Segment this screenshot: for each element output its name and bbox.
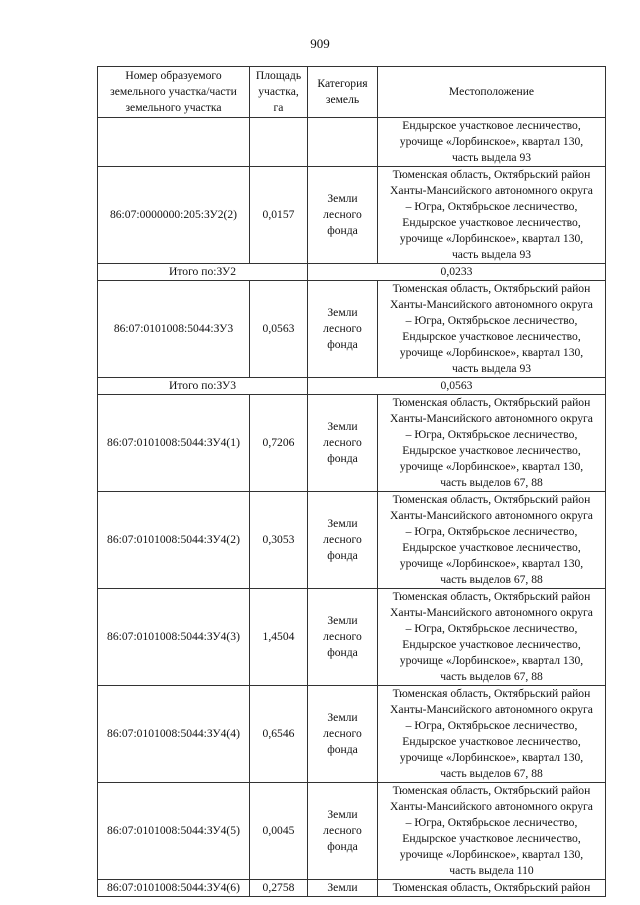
cell-plot-number: 86:07:0101008:5044:ЗУ4(3) bbox=[98, 589, 250, 686]
header-plot-number: Номер образуемого земельного участка/части земельного участка bbox=[98, 67, 250, 118]
total-label: Итого по:ЗУ2 bbox=[98, 264, 308, 281]
cell-plot-number bbox=[98, 118, 250, 167]
header-category: Категория земель bbox=[308, 67, 378, 118]
table-row bbox=[98, 492, 606, 589]
table-row bbox=[98, 589, 606, 686]
total-value: 0,0563 bbox=[308, 378, 606, 395]
total-row bbox=[98, 264, 606, 281]
page-number: 909 bbox=[310, 36, 330, 51]
table-row bbox=[98, 783, 606, 880]
cell-category: Земли лесного фонда bbox=[308, 395, 378, 492]
table-header-row bbox=[98, 67, 606, 118]
cell-location: Ендырское участковое лесничество, урочище «Лорбинское», квартал 130, часть выдела 93 bbox=[378, 118, 606, 167]
cell-location: Тюменская область, Октябрьский район Ханты-Мансийского автономного округа – Югра, Октябрьское лесничество, Ендырское участковое лесничество, урочище «Лорбинское», квартал 130, часть выделов 67, 88 bbox=[378, 395, 606, 492]
cell-location: Тюменская область, Октябрьский район Ханты-Мансийского автономного округа – Югра, Октябрьское лесничество, Ендырское участковое лесничество, урочище «Лорбинское», квартал 130, часть выдела 110 bbox=[378, 783, 606, 880]
table-row bbox=[98, 686, 606, 783]
cell-category bbox=[308, 118, 378, 167]
table-row bbox=[98, 395, 606, 492]
cell-location: Тюменская область, Октябрьский район Ханты-Мансийского автономного округа – Югра, Октябрьское лесничество, Ендырское участковое лесничество, урочище «Лорбинское», квартал 130, часть выдела 93 bbox=[378, 281, 606, 378]
cell-category: Земли лесного фонда bbox=[308, 167, 378, 264]
cell-category: Земли лесного фонда bbox=[308, 686, 378, 783]
cell-plot-number: 86:07:0101008:5044:ЗУ4(1) bbox=[98, 395, 250, 492]
cell-category: Земли лесного фонда bbox=[308, 281, 378, 378]
cell-category: Земли bbox=[308, 880, 378, 897]
cell-category: Земли лесного фонда bbox=[308, 589, 378, 686]
table-body bbox=[98, 118, 606, 897]
cell-location: Тюменская область, Октябрьский район Ханты-Мансийского автономного округа – Югра, Октябрьское лесничество, Ендырское участковое лесничество, урочище «Лорбинское», квартал 130, часть выделов 67, 88 bbox=[378, 589, 606, 686]
total-value: 0,0233 bbox=[308, 264, 606, 281]
table-row bbox=[98, 281, 606, 378]
cell-area: 0,3053 bbox=[250, 492, 308, 589]
cell-plot-number: 86:07:0101008:5044:ЗУ4(4) bbox=[98, 686, 250, 783]
cell-area: 0,7206 bbox=[250, 395, 308, 492]
table-row bbox=[98, 880, 606, 897]
cell-area: 1,4504 bbox=[250, 589, 308, 686]
cell-area: 0,0045 bbox=[250, 783, 308, 880]
cell-location: Тюменская область, Октябрьский район Ханты-Мансийского автономного округа – Югра, Октябрьское лесничество, Ендырское участковое лесничество, урочище «Лорбинское», квартал 130, часть выделов 67, 88 bbox=[378, 492, 606, 589]
cell-plot-number: 86:07:0101008:5044:ЗУ4(6) bbox=[98, 880, 250, 897]
cell-category: Земли лесного фонда bbox=[308, 492, 378, 589]
cell-plot-number: 86:07:0101008:5044:ЗУ4(5) bbox=[98, 783, 250, 880]
cell-area: 0,2758 bbox=[250, 880, 308, 897]
cell-area: 0,6546 bbox=[250, 686, 308, 783]
cell-location: Тюменская область, Октябрьский район Ханты-Мансийского автономного округа – Югра, Октябрьское лесничество, Ендырское участковое лесничество, урочище «Лорбинское», квартал 130, часть выделов 67, 88 bbox=[378, 686, 606, 783]
table-row bbox=[98, 167, 606, 264]
total-label: Итого по:ЗУ3 bbox=[98, 378, 308, 395]
table-row bbox=[98, 118, 606, 167]
cell-location: Тюменская область, Октябрьский район bbox=[378, 880, 606, 897]
cell-location: Тюменская область, Октябрьский район Ханты-Мансийского автономного округа – Югра, Октябрьское лесничество, Ендырское участковое лесничество, урочище «Лорбинское», квартал 130, часть выдела 93 bbox=[378, 167, 606, 264]
header-area: Площадь участка, га bbox=[250, 67, 308, 118]
header-location: Местоположение bbox=[378, 67, 606, 118]
cell-plot-number: 86:07:0000000:205:ЗУ2(2) bbox=[98, 167, 250, 264]
cell-area: 0,0157 bbox=[250, 167, 308, 264]
land-plots-table bbox=[97, 66, 606, 897]
cell-area bbox=[250, 118, 308, 167]
total-row bbox=[98, 378, 606, 395]
cell-category: Земли лесного фонда bbox=[308, 783, 378, 880]
cell-plot-number: 86:07:0101008:5044:ЗУ4(2) bbox=[98, 492, 250, 589]
cell-area: 0,0563 bbox=[250, 281, 308, 378]
cell-plot-number: 86:07:0101008:5044:ЗУ3 bbox=[98, 281, 250, 378]
